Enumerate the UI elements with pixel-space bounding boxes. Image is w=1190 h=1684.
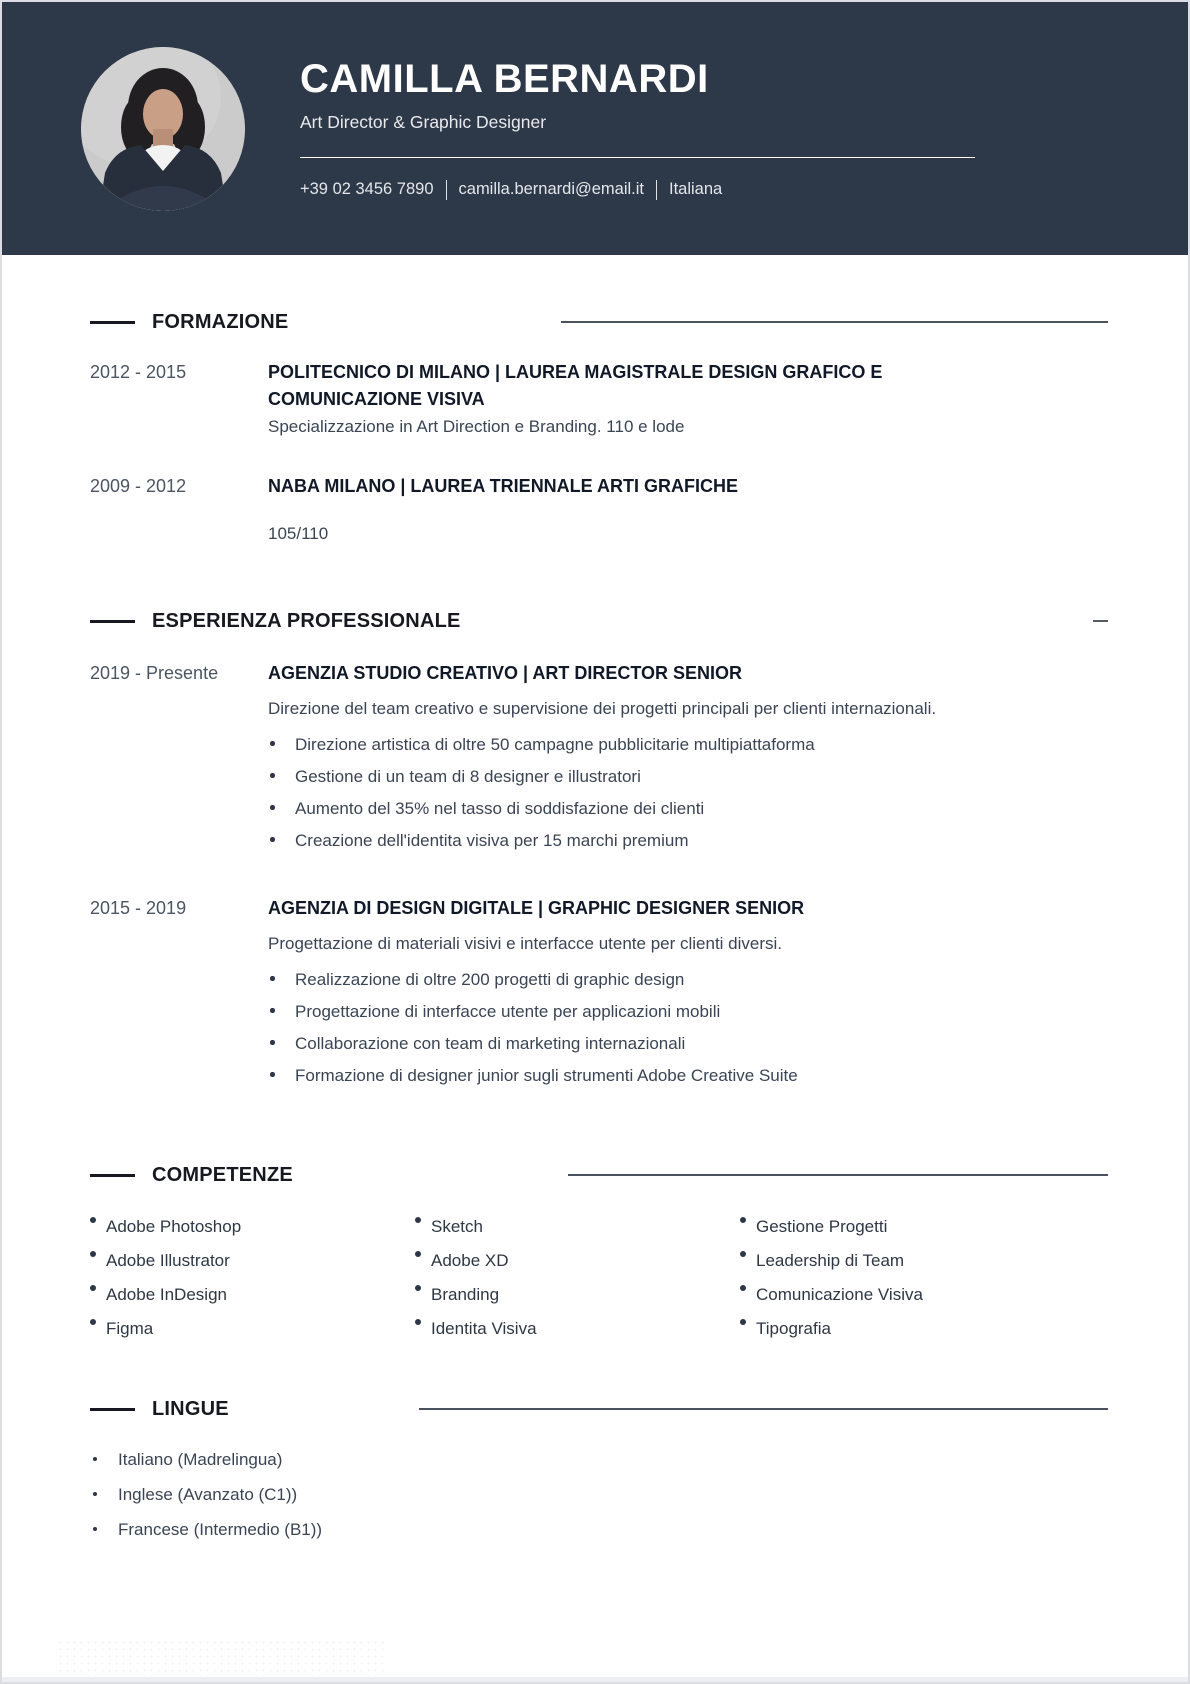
skill-dot [415, 1285, 421, 1291]
section-lingue [90, 1396, 1108, 1542]
contact-email: camilla.bernardi@email.it [458, 180, 644, 198]
education-detail [268, 359, 1108, 439]
profile-photo [81, 47, 245, 211]
experience-bullet: Collaborazione con team di marketing internazionali [268, 1032, 1108, 1056]
contact-separator [656, 180, 657, 200]
section-head-esperienza [90, 608, 1108, 634]
experience-bullet: Formazione di designer junior sugli strumenti Adobe Creative Suite [268, 1064, 1108, 1088]
skill-dot [740, 1285, 746, 1291]
skill-dot [415, 1251, 421, 1257]
experience-title: AGENZIA STUDIO CREATIVO | ART DIRECTOR SENIOR [268, 663, 743, 683]
experience-title: AGENZIA DI DESIGN DIGITALE | GRAPHIC DESIGNER SENIOR [268, 898, 805, 918]
section-rule [419, 1408, 1108, 1410]
section-esperienza [90, 608, 1108, 1096]
skill-label: Adobe Illustrator [106, 1251, 230, 1270]
section-title-lingue: LINGUE [152, 1398, 229, 1420]
skill-dot [90, 1251, 96, 1257]
experience-entry [90, 895, 1108, 1096]
skill-dot [740, 1251, 746, 1257]
skills-grid [90, 1216, 1108, 1340]
skill-item [415, 1284, 740, 1306]
section-title-esperienza: ESPERIENZA PROFESSIONALE [152, 610, 461, 632]
skill-item [740, 1216, 1108, 1238]
resume-body [2, 309, 1188, 1542]
skill-item [90, 1216, 415, 1238]
section-head-competenze [90, 1162, 1108, 1188]
education-entry [90, 359, 1108, 439]
skill-dot [90, 1217, 96, 1223]
page-bottom-edge [2, 1677, 1188, 1682]
experience-detail [268, 660, 1108, 861]
experience-summary: Progettazione di materiali visivi e interfacce utente per clienti diversi. [268, 934, 783, 953]
section-rule [561, 321, 1108, 323]
language-list [90, 1448, 1108, 1542]
skill-label: Identita Visiva [431, 1319, 537, 1338]
skill-label: Comunicazione Visiva [756, 1285, 923, 1304]
skill-label: Leadership di Team [756, 1251, 905, 1270]
experience-bullet: Gestione di un team di 8 designer e illustratori [268, 765, 1108, 789]
skill-item [415, 1250, 740, 1272]
experience-entry [90, 660, 1108, 861]
education-period: 2009 - 2012 [90, 476, 187, 496]
contact-separator [446, 180, 447, 200]
job-title: Art Director & Graphic Designer [300, 111, 547, 132]
esperienza-entries [90, 660, 1108, 1096]
education-entry [90, 473, 1108, 546]
skill-label: Gestione Progetti [756, 1217, 888, 1236]
skill-item [415, 1318, 740, 1340]
experience-bullet: Progettazione di interfacce utente per applicazioni mobili [268, 1000, 1108, 1024]
experience-period: 2019 - Presente [90, 663, 219, 683]
heading-dash-icon [90, 620, 135, 623]
heading-dash-icon [90, 1408, 135, 1411]
profile-photo-illustration [81, 47, 245, 211]
skill-item [90, 1318, 415, 1340]
section-formazione [90, 309, 1108, 546]
skill-label: Adobe Photoshop [106, 1217, 242, 1236]
page-bottom-texture [57, 1639, 387, 1677]
education-title: NABA MILANO | LAUREA TRIENNALE ARTI GRAFICHE [268, 476, 739, 496]
heading-dash-icon [90, 321, 135, 324]
experience-bullet: Creazione dell'identita visiva per 15 marchi premium [268, 829, 1108, 853]
header-text-block [300, 58, 1188, 200]
language-item: Italiano (Madrelingua) [90, 1448, 1108, 1472]
skill-dot [90, 1319, 96, 1325]
language-item: Francese (Intermedio (B1)) [90, 1518, 1108, 1542]
skill-item [90, 1250, 415, 1272]
skill-item [90, 1284, 415, 1306]
skill-item [415, 1216, 740, 1238]
header-banner [2, 2, 1188, 255]
education-period: 2012 - 2015 [90, 362, 187, 382]
section-rule [568, 1174, 1108, 1176]
experience-bullet-list [268, 733, 1108, 853]
contact-phone: +39 02 3456 7890 [300, 180, 434, 198]
experience-period: 2015 - 2019 [90, 898, 187, 918]
experience-detail [268, 895, 1108, 1096]
person-name: CAMILLA BERNARDI [300, 56, 709, 101]
skill-dot [740, 1217, 746, 1223]
experience-bullet: Aumento del 35% nel tasso di soddisfazione dei clienti [268, 797, 1108, 821]
skill-label: Figma [106, 1319, 154, 1338]
header-divider [300, 157, 975, 158]
education-description: 105/110 [268, 524, 329, 543]
heading-dash-icon [90, 1174, 135, 1177]
skill-dot [415, 1319, 421, 1325]
skill-item [740, 1250, 1108, 1272]
section-title-formazione: FORMAZIONE [152, 311, 289, 333]
experience-bullet: Direzione artistica di oltre 50 campagne pubblicitarie multipiattaforma [268, 733, 1108, 757]
skill-label: Tipografia [756, 1319, 831, 1338]
section-title-competenze: COMPETENZE [152, 1164, 293, 1186]
collapse-section-icon[interactable] [1093, 620, 1108, 622]
skill-label: Adobe InDesign [106, 1285, 227, 1304]
contact-nationality: Italiana [669, 180, 723, 198]
skill-dot [415, 1217, 421, 1223]
skill-item [740, 1284, 1108, 1306]
experience-bullet-list [268, 968, 1108, 1088]
skill-label: Branding [431, 1285, 500, 1304]
skill-dot [90, 1285, 96, 1291]
skill-label: Sketch [431, 1217, 483, 1236]
language-item: Inglese (Avanzato (C1)) [90, 1483, 1108, 1507]
contact-line [300, 180, 1188, 200]
skill-label: Adobe XD [431, 1251, 509, 1270]
education-detail [268, 473, 1108, 546]
education-title: POLITECNICO DI MILANO | LAUREA MAGISTRALE DESIGN GRAFICO E COMUNICAZIONE VISIVA [268, 362, 883, 409]
formazione-entries [90, 359, 1108, 546]
experience-summary: Direzione del team creativo e supervisione dei progetti principali per clienti internazionali. [268, 699, 937, 718]
experience-bullet: Realizzazione di oltre 200 progetti di graphic design [268, 968, 1108, 992]
skill-dot [740, 1319, 746, 1325]
section-head-formazione [90, 309, 1108, 335]
education-description: Specializzazione in Art Direction e Branding. 110 e lode [268, 417, 685, 436]
section-head-lingue [90, 1396, 1108, 1422]
skill-item [740, 1318, 1108, 1340]
section-competenze [90, 1162, 1108, 1340]
